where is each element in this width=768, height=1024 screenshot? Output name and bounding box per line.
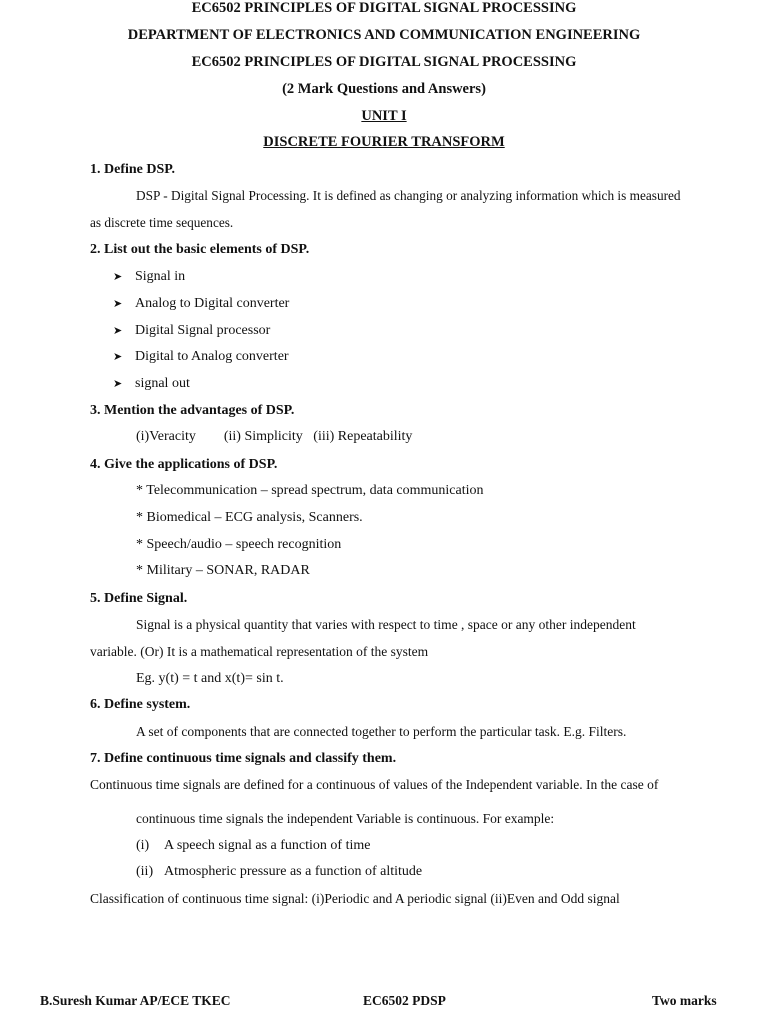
question-3-title: 3. Mention the advantages of DSP. bbox=[90, 403, 295, 418]
list-item: * Military – SONAR, RADAR bbox=[136, 563, 310, 578]
question-5-example: Eg. y(t) = t and x(t)= sin t. bbox=[136, 671, 284, 686]
header-subtitle: (2 Mark Questions and Answers) bbox=[282, 81, 486, 97]
question-3-answer: (i)Veracity (ii) Simplicity (iii) Repeatability bbox=[136, 429, 413, 444]
question-1-answer-line-1: DSP - Digital Signal Processing. It is defined as changing or analyzing information which is measured bbox=[136, 188, 681, 203]
unit-title: DISCRETE FOURIER TRANSFORM bbox=[263, 134, 505, 150]
list-item: ➤ Digital to Analog converter bbox=[113, 349, 289, 364]
list-item: ➤ signal out bbox=[113, 376, 190, 391]
list-item: * Biomedical – ECG analysis, Scanners. bbox=[136, 510, 363, 525]
arrowhead-bullet-icon: ➤ bbox=[113, 377, 123, 390]
list-item: * Telecommunication – spread spectrum, data communication bbox=[136, 483, 484, 498]
footer-course-code: EC6502 PDSP bbox=[363, 993, 446, 1008]
header-department: DEPARTMENT OF ELECTRONICS AND COMMUNICATION ENGINEERING bbox=[127, 27, 641, 43]
list-item: ➤ Signal in bbox=[113, 269, 186, 284]
footer-author: B.Suresh Kumar AP/ECE TKEC bbox=[40, 993, 231, 1008]
arrowhead-bullet-icon: ➤ bbox=[113, 350, 123, 363]
question-2-title: 2. List out the basic elements of DSP. bbox=[90, 242, 310, 257]
header-course-title-repeat: EC6502 PRINCIPLES OF DIGITAL SIGNAL PROCESSING bbox=[191, 54, 577, 70]
unit-label: UNIT I bbox=[361, 108, 407, 124]
list-item: (ii) Atmospheric pressure as a function of altitude bbox=[136, 864, 423, 879]
list-item: ➤ Digital Signal processor bbox=[113, 323, 271, 338]
question-7-answer-line-2: continuous time signals the independent Variable is continuous. For example: bbox=[136, 811, 555, 826]
question-5-title: 5. Define Signal. bbox=[90, 591, 188, 606]
arrowhead-bullet-icon: ➤ bbox=[113, 324, 123, 337]
list-item: * Speech/audio – speech recognition bbox=[136, 537, 342, 552]
arrowhead-bullet-icon: ➤ bbox=[113, 297, 123, 310]
arrowhead-bullet-icon: ➤ bbox=[113, 270, 123, 283]
question-4-title: 4. Give the applications of DSP. bbox=[90, 457, 278, 472]
question-5-answer-line-2: variable. (Or) It is a mathematical representation of the system bbox=[90, 644, 429, 659]
footer-doc-type: Two marks bbox=[652, 993, 717, 1008]
list-item: (i) A speech signal as a function of time bbox=[136, 838, 371, 853]
question-6-title: 6. Define system. bbox=[90, 697, 191, 712]
question-7-title: 7. Define continuous time signals and classify them. bbox=[90, 751, 397, 766]
header-course-title: EC6502 PRINCIPLES OF DIGITAL SIGNAL PROCESSING bbox=[191, 0, 577, 16]
question-5-answer-line-1: Signal is a physical quantity that varies with respect to time , space or any other independent bbox=[136, 617, 636, 632]
question-6-answer: A set of components that are connected together to perform the particular task. E.g. Filters. bbox=[136, 724, 627, 739]
question-1-title: 1. Define DSP. bbox=[90, 162, 176, 177]
question-7-answer-line-1: Continuous time signals are defined for a continuous of values of the Independent variable. In the case of bbox=[90, 777, 659, 792]
question-1-answer-line-2: as discrete time sequences. bbox=[90, 215, 234, 230]
list-item: ➤ Analog to Digital converter bbox=[113, 296, 290, 311]
question-7-classification: Classification of continuous time signal: (i)Periodic and A periodic signal (ii)Even and Odd signal bbox=[90, 891, 620, 906]
